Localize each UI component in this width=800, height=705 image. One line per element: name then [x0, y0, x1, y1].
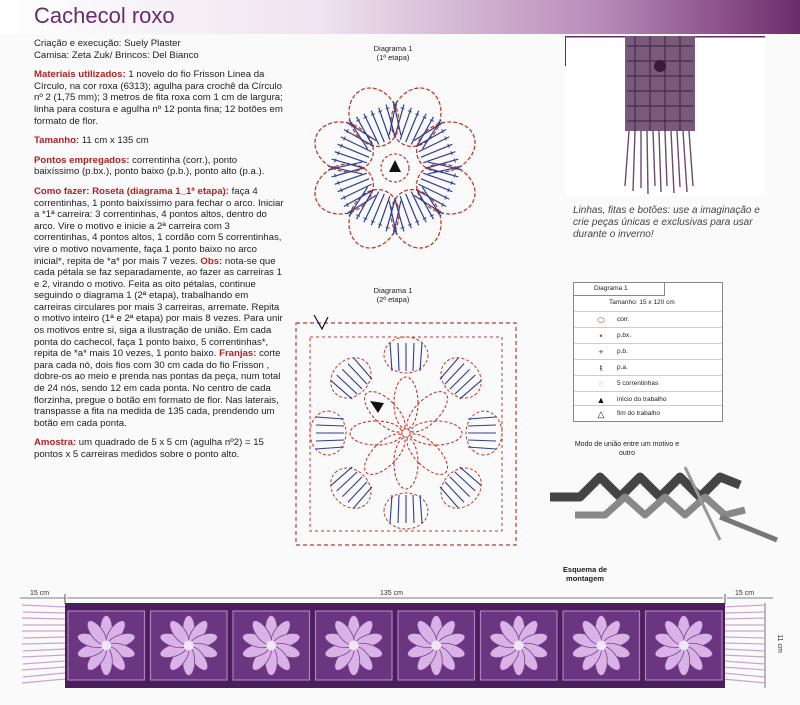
diagram1b-label: [353, 286, 433, 304]
assembly-label: Esquema de montagem: [562, 565, 608, 583]
size-heading: Tamanho:: [34, 135, 80, 147]
flower-tile: [481, 611, 558, 680]
petal: [323, 420, 419, 516]
legend-row: [574, 311, 722, 328]
diagram1a-sub: (1ª etapa): [376, 53, 410, 62]
legend-row: [574, 327, 722, 344]
join-label: Modo de união entre um motivo e outro: [574, 441, 680, 457]
petal: [408, 154, 480, 225]
dim-left: 15 cm: [30, 590, 50, 597]
flower-button: [101, 641, 111, 651]
petal: [381, 80, 452, 155]
legend-label: 5 correntinhas: [617, 380, 659, 387]
diagram1a-flower: [310, 80, 480, 255]
legend-label: fim do trabalho: [617, 410, 660, 417]
single-crochet-icon: +: [598, 347, 604, 357]
dim-center: 135 cm: [380, 590, 403, 597]
legend-box: [573, 282, 723, 422]
flower-button: [514, 641, 524, 651]
diagram1a-title: Diagrama 1: [373, 44, 413, 53]
credit-line-2: Camisa: Zeta Zuk/ Brincos: Del Bianco: [34, 49, 199, 61]
start-marker: [370, 401, 384, 413]
credit-line-1: Criação e execução: Suely Plaster: [34, 38, 181, 49]
flower-button: [679, 641, 689, 651]
diagram1a-label: [353, 44, 433, 62]
instructions-column: [34, 38, 284, 469]
flower-tile: [646, 611, 723, 680]
scarf-photo: [565, 36, 765, 196]
scarf-assembly: [65, 603, 725, 688]
petal: [384, 437, 428, 529]
diagram1b-sub: (2ª etapa): [376, 295, 410, 304]
petal: [338, 181, 409, 255]
sample-text: um quadrado de 5 x 5 cm (agulha nº2) = 15 pontos x 5 carreiras medidos sobre o ponto alto.: [34, 437, 264, 460]
flower-button: [266, 641, 276, 651]
start-marker-icon: ▲: [596, 395, 606, 405]
photo-caption: Linhas, fitas e botões: use a imaginação e crie peças únicas e exclusivas para usar durante o inverno!: [573, 205, 760, 240]
legend-label: p.b.: [617, 348, 628, 355]
petal: [393, 420, 489, 516]
legend-row: [574, 343, 722, 360]
legend-row: [574, 375, 722, 392]
legend-size: Tamanho: 15 x 120 cm: [609, 299, 675, 306]
credits: [34, 38, 284, 61]
size-text: 11 cm x 135 cm: [79, 135, 149, 147]
flower-tile: [233, 611, 310, 680]
stitches-section: [34, 155, 284, 178]
legend-label: p.bx.: [617, 332, 632, 339]
flower-button: [431, 641, 441, 651]
join-illustration: [545, 455, 780, 550]
stitches-heading: Pontos empregados:: [34, 154, 130, 166]
legend-row: [574, 405, 722, 420]
petal: [323, 350, 419, 446]
scarf-fringe-image: [565, 36, 765, 196]
flower-button: [184, 641, 194, 651]
dim-height: 11 cm: [775, 634, 783, 653]
size-section: [34, 135, 284, 147]
howto-section: [34, 186, 284, 429]
chain-loop-icon: ◌: [598, 379, 604, 389]
sample-section: [34, 437, 284, 460]
flower-tile: [151, 611, 228, 680]
dim-right: 15 cm: [735, 590, 755, 597]
petal: [393, 350, 489, 446]
title-bar: [0, 0, 800, 34]
legend-label: início do trabalho: [617, 396, 667, 403]
fringe-left: [20, 603, 66, 688]
obs-heading: Obs:: [200, 255, 223, 267]
materials-heading: Materiais utilizados:: [34, 69, 126, 81]
petal: [310, 111, 382, 182]
howto-text-1: faça 4 correntinhas, 1 ponto baixíssimo para fechar o arco. Iniciar a *1ª carreira: 3 correntinhas, 4 pontos altos, dentro do arco. Vire o motivo e inicie a 2ª carreira com 3 correntinhas, 4 pontos altos, 1 cordão com 5 correntinhas, vire o motivo novamente, faça 1 ponto baixo no arco inicial*, repita de *a* por mais 7 vezes.: [34, 185, 284, 267]
materials-section: [34, 69, 284, 127]
chain-icon: ⬭: [597, 315, 605, 325]
stitches-text: correntinha (corr.), ponto baixíssimo (p.bx.), ponto baixo (p.b.), ponto alto (p.a.).: [34, 154, 265, 178]
legend-title: Diagrama 1: [574, 283, 665, 296]
howto-heading: Como fazer: Roseta (diagrama 1_1ª etapa):: [34, 185, 229, 197]
petal: [384, 337, 428, 429]
petal: [408, 111, 480, 182]
legend-label: p.a.: [617, 364, 628, 371]
petal: [410, 411, 502, 455]
fringe-right: [722, 603, 768, 688]
flower-button: [596, 641, 606, 651]
end-marker: [314, 315, 328, 329]
legend-label: corr.: [617, 316, 630, 323]
flower-tile: [398, 611, 475, 680]
diagram1b-title: Diagrama 1: [373, 286, 413, 295]
sample-heading: Amostra:: [34, 437, 77, 449]
petal: [310, 411, 402, 455]
start-marker: [389, 160, 401, 172]
howto-text-2: nota-se que cada pétala se faz separadamente, ao fazer as carreiras 1 e 2, virando o motivo. Feita as oito pétalas, continue seguindo o diagrama 1 (2ª etapa), trabalhando em carreiras circulares por mais 3 carreiras, arremate. Repita o motivo inteiro (1ª e 2ª etapa) por mais 8 vezes. Para unir os motivos entre si, siga a ilustração de união. Em cada ponta do cachecol, faça 1 ponto baixo, 5 correntinhas*, repita de *a* mais 10 vezes, 1 ponto baixo.: [34, 255, 283, 360]
petal: [310, 154, 382, 225]
diagram1b-square: [282, 305, 527, 560]
fringe-heading: Franjas:: [219, 348, 257, 360]
howto-text-3: corte para cada nó, dois fios com 30 cm cada do fio Frisson , dobre-os ao meio e prenda nas pontas da peça, num total de 24 nós, sendo 12 em cada ponta. No centro de cada florzinha, pregue o botão em formato de flor. Nas laterais, transpasse a fita na medida de 135 cada, prendendo um botão em cada ponta.: [34, 348, 281, 429]
double-crochet-icon: ŧ: [599, 363, 603, 373]
flower-tile: [68, 611, 145, 680]
materials-text: 1 novelo do fio Frisson Linea da Círculo, na cor roxa (6313); agulha para crochê da Círculo nº 2 (1,75 mm); 3 metros de fita roxa com 1 cm de largura; linha para costura e agulha nº 12 ponta fina; 12 botões em formato de flor.: [34, 69, 283, 127]
end-marker-icon: △: [597, 409, 605, 419]
flower-tile: [316, 611, 393, 680]
flower-button: [349, 641, 359, 651]
slip-stitch-icon: •: [599, 331, 603, 341]
legend-row: [574, 359, 722, 376]
flower-tile: [563, 611, 640, 680]
petal: [381, 181, 452, 255]
petal: [338, 80, 409, 155]
page-title: Cachecol roxo: [34, 3, 175, 28]
